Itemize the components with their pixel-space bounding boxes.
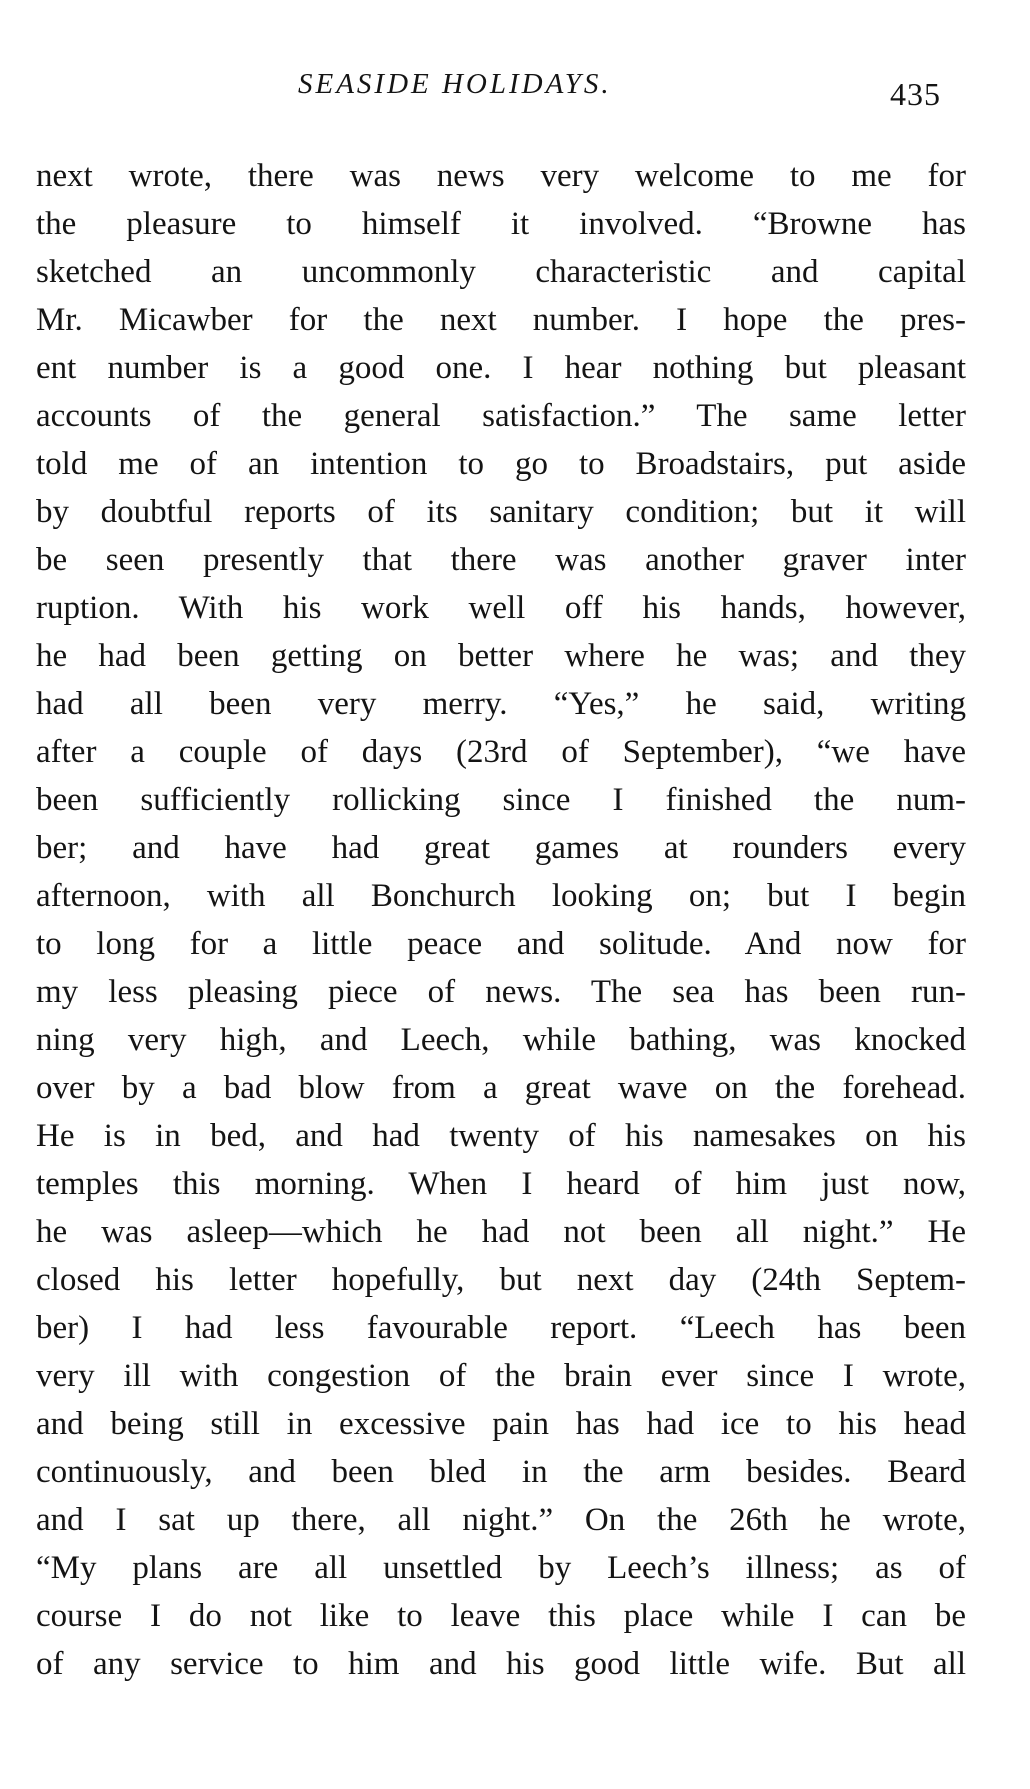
text-line: been sufficiently rollicking since I finished the num- [36,782,966,818]
text-line: and I sat up there, all night.” On the 26th he wrote, [36,1502,966,1538]
text-line: course I do not like to leave this place while I can be [36,1598,966,1634]
text-line: had all been very merry. “Yes,” he said, writing [36,686,966,722]
text-line: to long for a little peace and solitude. And now for [36,926,966,962]
text-line: sketched an uncommonly characteristic and capital [36,254,966,290]
text-line: Mr. Micawber for the next number. I hope the pres- [36,302,966,338]
text-line: ber) I had less favourable report. “Leech has been [36,1310,966,1346]
text-line: the pleasure to himself it involved. “Browne has [36,206,966,242]
text-line: be seen presently that there was another graver inter [36,542,966,578]
text-line: ning very high, and Leech, while bathing, was knocked [36,1022,966,1058]
text-line: “My plans are all unsettled by Leech’s illness; as of [36,1550,966,1586]
text-line: ruption. With his work well off his hands, however, [36,590,966,626]
text-line: very ill with congestion of the brain ever since I wrote, [36,1358,966,1394]
text-line: my less pleasing piece of news. The sea has been run- [36,974,966,1010]
text-line: he had been getting on better where he was; and they [36,638,966,674]
text-line: accounts of the general satisfaction.” The same letter [36,398,966,434]
text-line: ber; and have had great games at rounders every [36,830,966,866]
text-line: temples this morning. When I heard of him just now, [36,1166,966,1202]
text-line: next wrote, there was news very welcome to me for [36,158,966,194]
text-line: and being still in excessive pain has had ice to his head [36,1406,966,1442]
text-line: He is in bed, and had twenty of his namesakes on his [36,1118,966,1154]
page-number: 435 [890,76,941,112]
text-line: by doubtful reports of its sanitary condition; but it will [36,494,966,530]
text-line: told me of an intention to go to Broadstairs, put aside [36,446,966,482]
text-line: after a couple of days (23rd of September), “we have [36,734,966,770]
text-line: over by a bad blow from a great wave on the forehead. [36,1070,966,1106]
running-title: SEASIDE HOLIDAYS. [298,68,612,100]
text-line: afternoon, with all Bonchurch looking on; but I begin [36,878,966,914]
running-head [0,68,1030,112]
text-line: closed his letter hopefully, but next day (24th Septem- [36,1262,966,1298]
text-line: of any service to him and his good little wife. But all [36,1646,966,1682]
body-text [36,152,966,1688]
text-line: continuously, and been bled in the arm besides. Beard [36,1454,966,1490]
text-line: ent number is a good one. I hear nothing but pleasant [36,350,966,386]
text-line: he was asleep—which he had not been all night.” He [36,1214,966,1250]
